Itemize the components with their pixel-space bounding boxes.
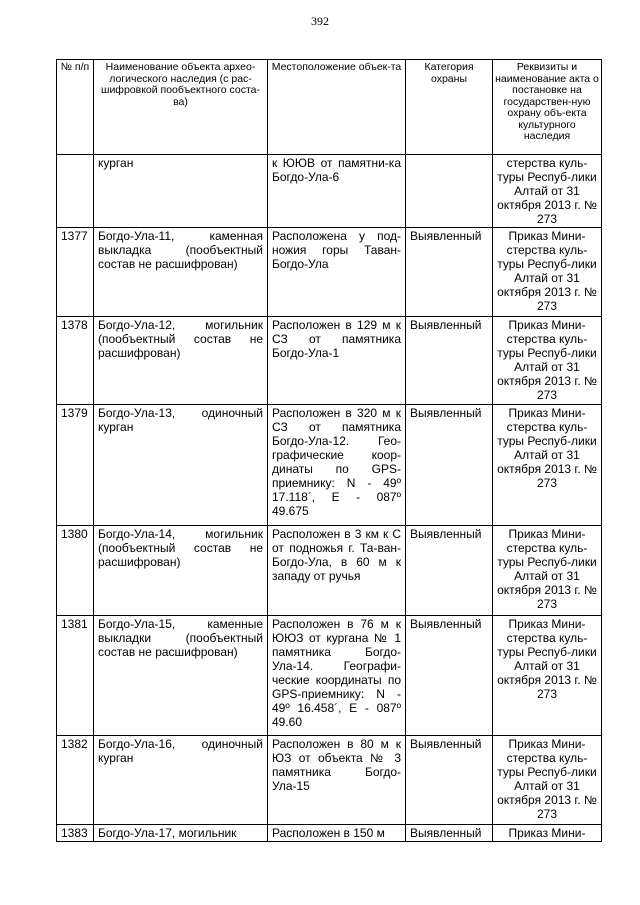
table-row bbox=[57, 825, 602, 842]
row-requisites: Приказ Мини-стерства куль-туры Респуб-лики Алтай от 31 октября 2013 г. № 273 bbox=[493, 228, 602, 317]
row-requisites: Приказ Мини-стерства куль-туры Респуб-лики Алтай от 31 октября 2013 г. № 273 bbox=[493, 616, 602, 736]
row-location: Расположен в 80 м к ЮЗ от объекта № 3 памятника Богдо-Ула-15 bbox=[268, 736, 406, 825]
row-num: 1382 bbox=[57, 736, 94, 825]
header-name: Наименование объекта архео-логического наследия (с рас-шифровкой пообъектного соста-ва) bbox=[94, 60, 268, 155]
table-row bbox=[57, 155, 602, 228]
row-requisites: Приказ Мини-стерства куль-туры Респуб-лики Алтай от 31 октября 2013 г. № 273 bbox=[493, 736, 602, 825]
table-row bbox=[57, 317, 602, 405]
header-location: Местоположение объек-та bbox=[268, 60, 406, 155]
table-row bbox=[57, 405, 602, 526]
row-category: Выявленный bbox=[406, 825, 493, 842]
row-location: к ЮЮВ от памятни-ка Богдо-Ула-6 bbox=[268, 155, 406, 228]
row-num: 1380 bbox=[57, 526, 94, 616]
row-name: Богдо-Ула-17, могильник bbox=[94, 825, 268, 842]
row-category: Выявленный bbox=[406, 736, 493, 825]
table-row bbox=[57, 616, 602, 736]
row-location: Расположен в 320 м к СЗ от памятника Богдо-Ула-12. Гео-графические коор-динаты по GPS-приемнику: N - 49º 17.118´, Е - 087º 49.675 bbox=[268, 405, 406, 526]
row-requisites: Приказ Мини-стерства куль-туры Респуб-лики Алтай от 31 октября 2013 г. № 273 bbox=[493, 526, 602, 616]
row-location: Расположен в 76 м к ЮЮЗ от кургана № 1 памятника Богдо-Ула-14. Географи-ческие координаты по GPS-приемнику: N - 49º 16.458´, Е - 087º 49.60 bbox=[268, 616, 406, 736]
header-category: Категория охраны bbox=[406, 60, 493, 155]
row-name: Богдо-Ула-14, могильник (пообъектный состав не расшифрован) bbox=[94, 526, 268, 616]
row-num: 1379 bbox=[57, 405, 94, 526]
page-number: 392 bbox=[311, 14, 329, 28]
header-requisites: Реквизиты и наименование акта о постановке на государствен-ную охрану объ-екта культурного наследия bbox=[493, 60, 602, 155]
row-num: 1378 bbox=[57, 317, 94, 405]
heritage-registry-table bbox=[56, 59, 602, 842]
row-name: Богдо-Ула-13, одиночный курган bbox=[94, 405, 268, 526]
row-category bbox=[406, 155, 493, 228]
row-category: Выявленный bbox=[406, 228, 493, 317]
table-row bbox=[57, 526, 602, 616]
row-location: Расположен в 3 км к С от подножья г. Та-ван-Богдо-Ула, в 60 м к западу от ручья bbox=[268, 526, 406, 616]
table-row bbox=[57, 736, 602, 825]
row-name: Богдо-Ула-11, каменная выкладка (пообъектный состав не расшифрован) bbox=[94, 228, 268, 317]
row-requisites: Приказ Мини- bbox=[493, 825, 602, 842]
row-requisites: Приказ Мини-стерства куль-туры Респуб-лики Алтай от 31 октября 2013 г. № 273 bbox=[493, 317, 602, 405]
header-num: № п/п bbox=[57, 60, 94, 155]
row-requisites: Приказ Мини-стерства куль-туры Респуб-лики Алтай от 31 октября 2013 г. № 273 bbox=[493, 405, 602, 526]
row-category: Выявленный bbox=[406, 405, 493, 526]
row-location: Расположен в 150 м bbox=[268, 825, 406, 842]
row-num bbox=[57, 155, 94, 228]
row-location: Расположен в 129 м к СЗ от памятника Богдо-Ула-1 bbox=[268, 317, 406, 405]
row-category: Выявленный bbox=[406, 526, 493, 616]
row-category: Выявленный bbox=[406, 616, 493, 736]
row-name: Богдо-Ула-15, каменные выкладки (пообъектный состав не расшифрован) bbox=[94, 616, 268, 736]
row-num: 1377 bbox=[57, 228, 94, 317]
row-num: 1383 bbox=[57, 825, 94, 842]
table-header-row bbox=[57, 60, 602, 155]
row-category: Выявленный bbox=[406, 317, 493, 405]
table-row bbox=[57, 228, 602, 317]
row-name: Богдо-Ула-12, могильник (пообъектный состав не расшифрован) bbox=[94, 317, 268, 405]
row-location: Расположена у под-ножия горы Таван-Богдо-Ула bbox=[268, 228, 406, 317]
row-name: Богдо-Ула-16, одиночный курган bbox=[94, 736, 268, 825]
row-name: курган bbox=[94, 155, 268, 228]
row-num: 1381 bbox=[57, 616, 94, 736]
row-requisites: стерства куль-туры Респуб-лики Алтай от 31 октября 2013 г. № 273 bbox=[493, 155, 602, 228]
